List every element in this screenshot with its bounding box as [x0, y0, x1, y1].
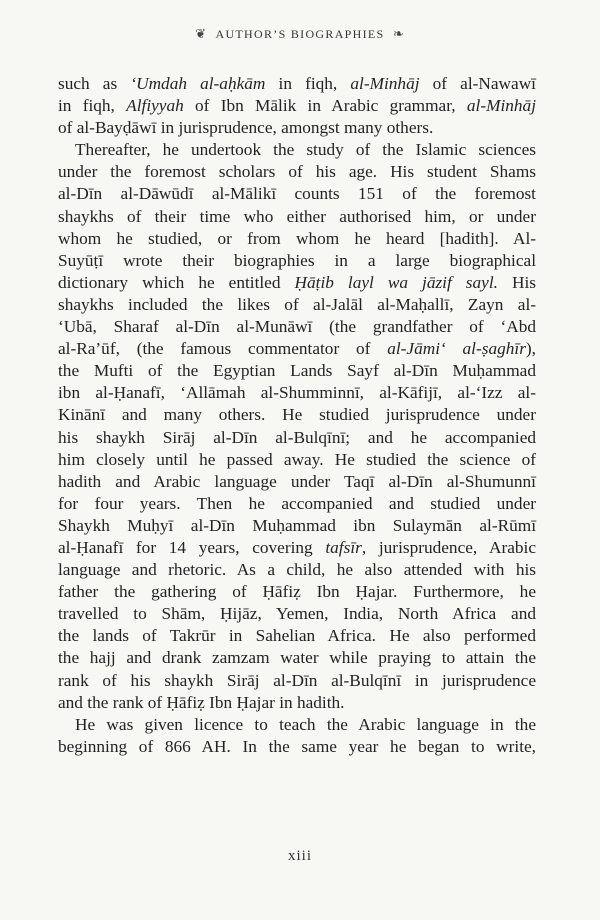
text-run: rank of his shaykh Sirāj al-Dīn al-Bulqīnī in jurisprudence: [58, 670, 536, 690]
text-line: [58, 183, 536, 205]
text-run: shaykhs of their time who either authorised him, or under: [58, 206, 536, 226]
text-line: [58, 316, 536, 338]
running-header-title: AUTHOR’S BIOGRAPHIES: [215, 27, 385, 41]
text-line: [58, 603, 536, 625]
italic-title: al-Minhāj: [466, 96, 536, 116]
text-run: his shaykh Sirāj al-Dīn al-Bulqīnī; and he accompanied: [58, 427, 536, 447]
text-line: [58, 250, 536, 272]
text-run: of al-Nawawī: [419, 74, 536, 93]
text-line: [58, 581, 536, 603]
text-line: [58, 360, 536, 382]
text-run: in fiqh,: [265, 74, 351, 93]
text-line: [58, 206, 536, 228]
text-run: , jurisprudence, Arabic: [361, 537, 536, 557]
text-run: Shaykh Muḥyī al-Dīn Muḥammad ibn Sulaymān al-Rūmī: [58, 515, 536, 535]
text-run: beginning of 866 AH. In the same year he began to write,: [58, 736, 536, 756]
text-run: dictionary which he entitled: [58, 272, 295, 292]
text-line: [58, 272, 536, 294]
text-line: [58, 736, 536, 758]
page-number: xiii: [287, 848, 312, 864]
text-run: in fiqh,: [58, 96, 127, 116]
text-run: for four years. Then he accompanied and studied under: [58, 493, 536, 513]
text-run: Kinānī and many others. He studied jurisprudence under: [58, 405, 536, 425]
text-run: under the foremost scholars of his age. His student Shams: [58, 162, 536, 182]
text-line: [58, 228, 536, 250]
italic-title: ‘Umdah al-aḥkām: [130, 74, 266, 93]
text-run: and the rank of Ḥāfiẓ Ibn Ḥajar in hadith.: [58, 692, 345, 712]
text-line: [58, 714, 536, 736]
text-run: language and rhetoric. As a child, he also attended with his: [58, 560, 536, 580]
text-run: al-Ra’ūf, (the famous commentator of: [58, 339, 388, 359]
paragraph: [58, 73, 536, 139]
text-line: [58, 537, 536, 559]
text-run: him closely until he passed away. He studied the science of: [58, 449, 536, 469]
text-run: the lands of Takrūr in Sahelian Africa. He also performed: [58, 626, 536, 646]
text-line: [58, 670, 536, 692]
text-line: [58, 647, 536, 669]
italic-title: al-Jāmi‘ al-ṣaghīr: [387, 339, 526, 359]
text-line: [58, 493, 536, 515]
text-line: [58, 449, 536, 471]
text-line: [58, 404, 536, 426]
ornament-right-icon: ❧: [392, 26, 405, 41]
text-run: His: [497, 272, 536, 292]
body-text: [58, 73, 536, 758]
text-run: Suyūṭī wrote their biographies in a large biographical: [58, 250, 536, 270]
italic-title: Ḥāṭib layl wa jāzif sayl.: [294, 272, 498, 292]
text-line: [58, 692, 536, 714]
text-line: [58, 73, 536, 95]
text-run: al-Dīn al-Dāwūdī al-Mālikī counts 151 of the foremost: [58, 184, 536, 204]
text-run: whom he studied, or from whom he heard [hadith]. Al-: [58, 228, 536, 248]
text-line: [58, 294, 536, 316]
text-run: of al-Bayḍāwī in jurisprudence, amongst many others.: [58, 118, 434, 138]
text-run: father the gathering of Ḥāfiẓ Ibn Ḥajar. Furthermore, he: [58, 582, 536, 602]
text-run: Thereafter, he undertook the study of the Islamic sciences: [75, 140, 536, 160]
text-line: [58, 117, 536, 139]
text-run: the Mufti of the Egyptian Lands Sayf al-Dīn Muḥammad: [58, 361, 536, 381]
text-line: [58, 161, 536, 183]
ornament-left-icon: ❦: [195, 26, 208, 41]
paragraph: [58, 139, 536, 713]
italic-title: tafsīr: [325, 537, 362, 557]
text-line: [58, 338, 536, 360]
text-run: al-Ḥanafī for 14 years, covering: [58, 537, 326, 557]
text-run: ‘Ubā, Sharaf al-Dīn al-Munāwī (the grandfather of ‘Abd: [58, 317, 536, 337]
text-line: [58, 559, 536, 581]
text-run: travelled to Shām, Ḥijāz, Yemen, India, North Africa and: [58, 604, 536, 624]
text-run: hadith and Arabic language under Taqī al-Dīn al-Shumunnī: [58, 471, 536, 491]
text-run: the hajj and drank zamzam water while praying to attain the: [58, 648, 536, 668]
text-run: such as: [58, 74, 131, 93]
text-line: [58, 471, 536, 493]
paragraph: [58, 714, 536, 758]
italic-title: Alfiyyah: [126, 96, 184, 116]
text-line: [58, 382, 536, 404]
text-run: He was given licence to teach the Arabic language in the: [75, 714, 536, 734]
text-run: of Ibn Mālik in Arabic grammar,: [183, 96, 467, 116]
italic-title: al-Minhāj: [350, 74, 420, 93]
text-run: ibn al-Ḥanafī, ‘Allāmah al-Shumminnī, al-Kāfijī, al-‘Izz al-: [58, 383, 536, 403]
text-line: [58, 95, 536, 117]
text-line: [58, 625, 536, 647]
text-line: [58, 515, 536, 537]
text-line: [58, 139, 536, 161]
text-line: [58, 427, 536, 449]
running-header: [0, 26, 600, 42]
text-run: shaykhs included the likes of al-Jalāl al-Maḥallī, Zayn al-: [58, 294, 536, 314]
text-run: ),: [525, 339, 536, 359]
